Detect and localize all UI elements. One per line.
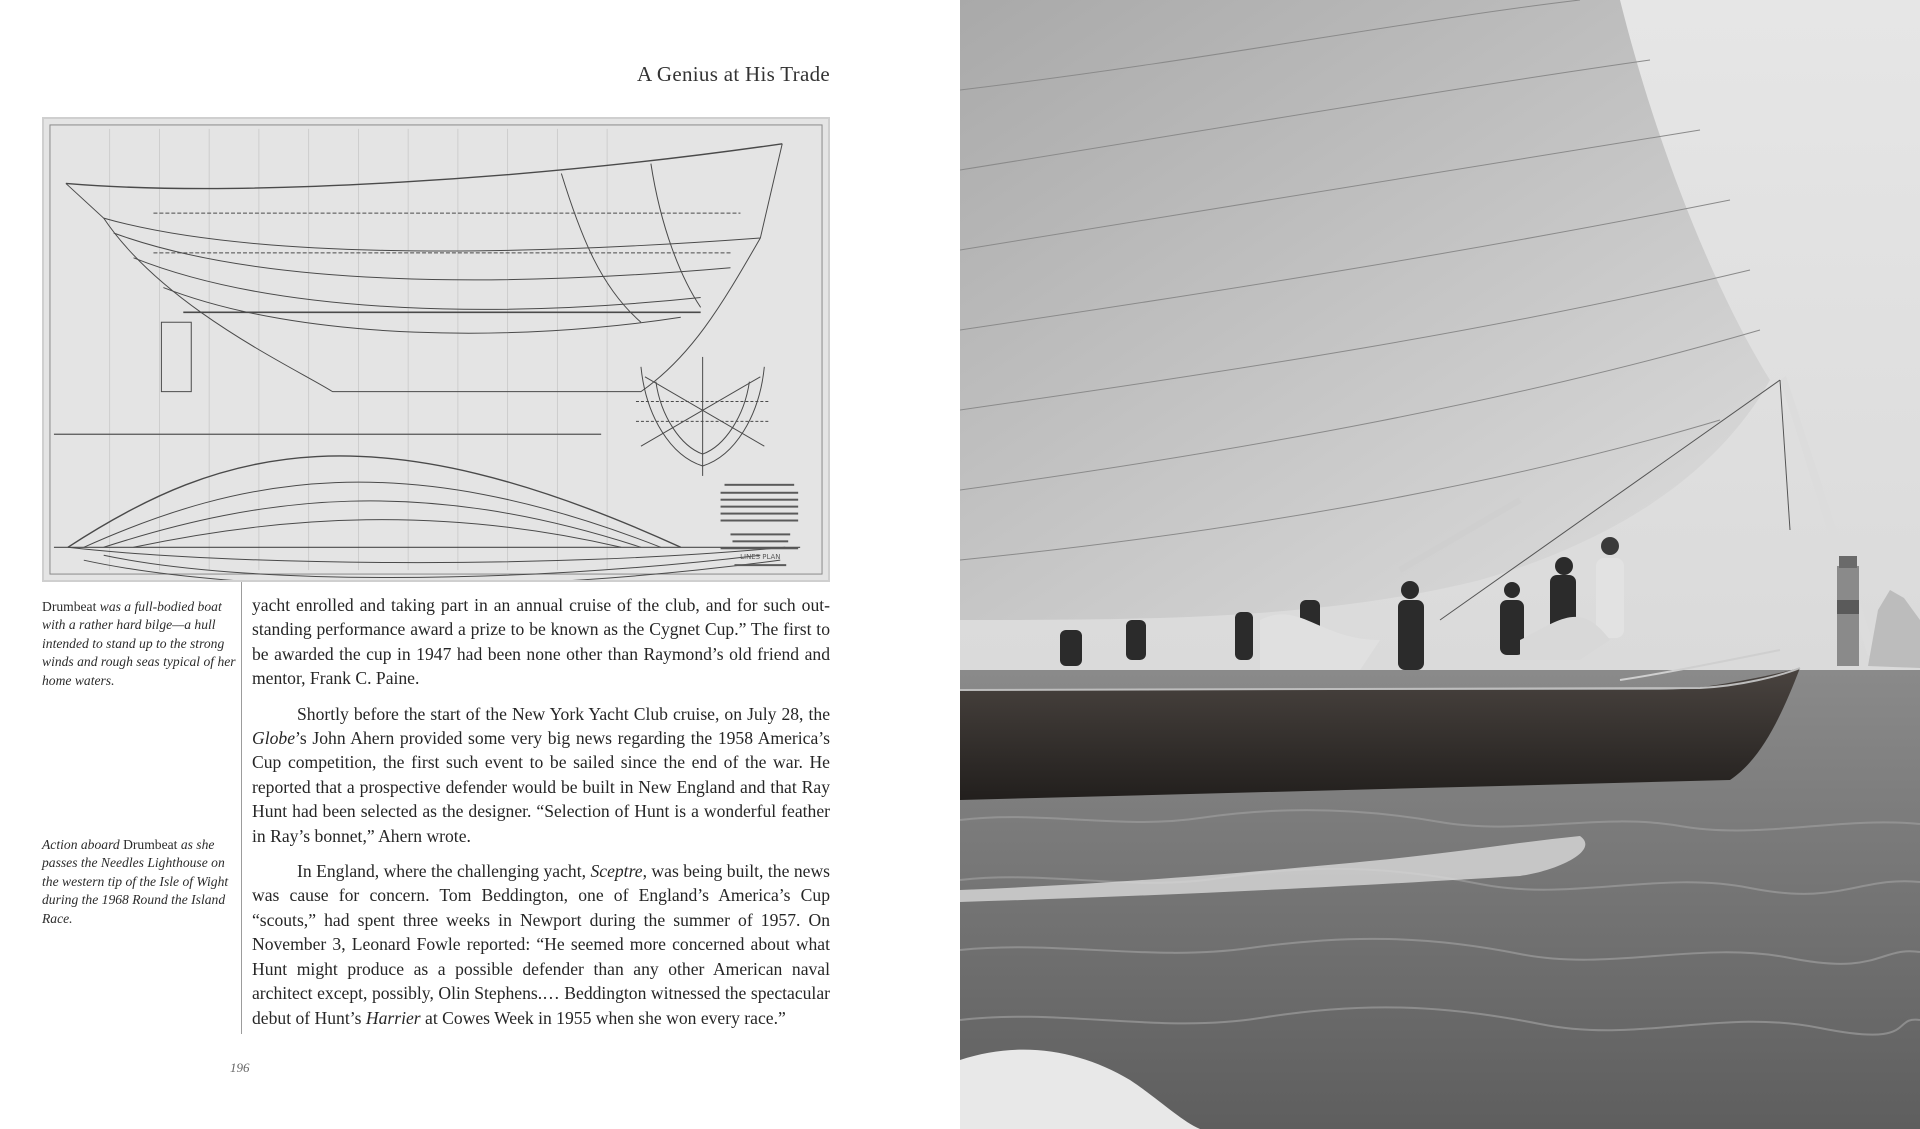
caption-part: Drumbeat [123,837,178,852]
text-run: yacht enrolled and taking part in an annual cruise of the club, and for such out-standing performance award a prize to be known as the Cygnet Cup.” The first to be awarded the cup in 1947 had been none other than Raymond’s old friend and mentor, Frank C. Paine. [252,595,830,689]
caption-part: Action aboard [42,837,124,852]
text-run: Shortly before the start of the New York Yacht Club cruise, on July 28, the [297,703,830,724]
body-text [252,593,830,1030]
caption-part: Drumbeat [42,599,97,614]
paragraph [252,859,830,1030]
column-divider [241,582,242,1034]
paragraph [252,702,830,848]
text-run: at Cowes Week in 1955 when she won every race.” [420,1007,786,1028]
text-run-italic: Globe [252,728,295,749]
running-head: A Genius at His Trade [637,62,830,86]
paragraph [252,593,830,691]
text-run: In England, where the challenging yacht, [297,861,591,882]
yacht-photograph [960,0,1920,1129]
lines-plan-label: LINES PLAN [740,553,781,562]
lines-plan-svg [44,119,828,580]
text-run-italic: Harrier [365,1007,421,1028]
caption-needles-lighthouse [42,836,236,928]
caption-part: was a full-bodied boat with a rather hard bilge—a hull intended to stand up to the strong winds and rough seas typical of her home waters. [42,599,236,688]
page-number: 196 [230,1060,250,1075]
caption-drumbeat-hull [42,598,236,690]
lines-plan-drawing [42,117,830,582]
caption-part: as she passes the Needles Lighthouse on the western tip of the Isle of Wight during the 1968 Round the Island Race. [42,837,229,926]
text-run-italic: Sceptre [590,861,643,882]
text-run: ’s John Ahern provided some very big news regarding the 1958 America’s Cup competition, the first such event to be sailed since the end of the war. He reported that a prospective defender would be built in New England and that Ray Hunt had been selected as the designer. “Selection of Hunt is a wonderful feather in Ray’s bonnet,” Ahern wrote. [252,728,830,846]
photo-svg [960,0,1920,1129]
text-run: , was being built, the news was cause for concern. Tom Beddington, one of England’s America’s Cup “scouts,” had spent three weeks in Newport during the summer of 1957. On November 3, Leonard Fowle reported: “He seemed more concerned about what Hunt might produce as a possible defender than any other American naval architect except, possibly, Olin Stephens.… Beddington witnessed the spectacular debut of Hunt’s [252,861,831,1028]
needles-lighthouse [1837,556,1859,666]
